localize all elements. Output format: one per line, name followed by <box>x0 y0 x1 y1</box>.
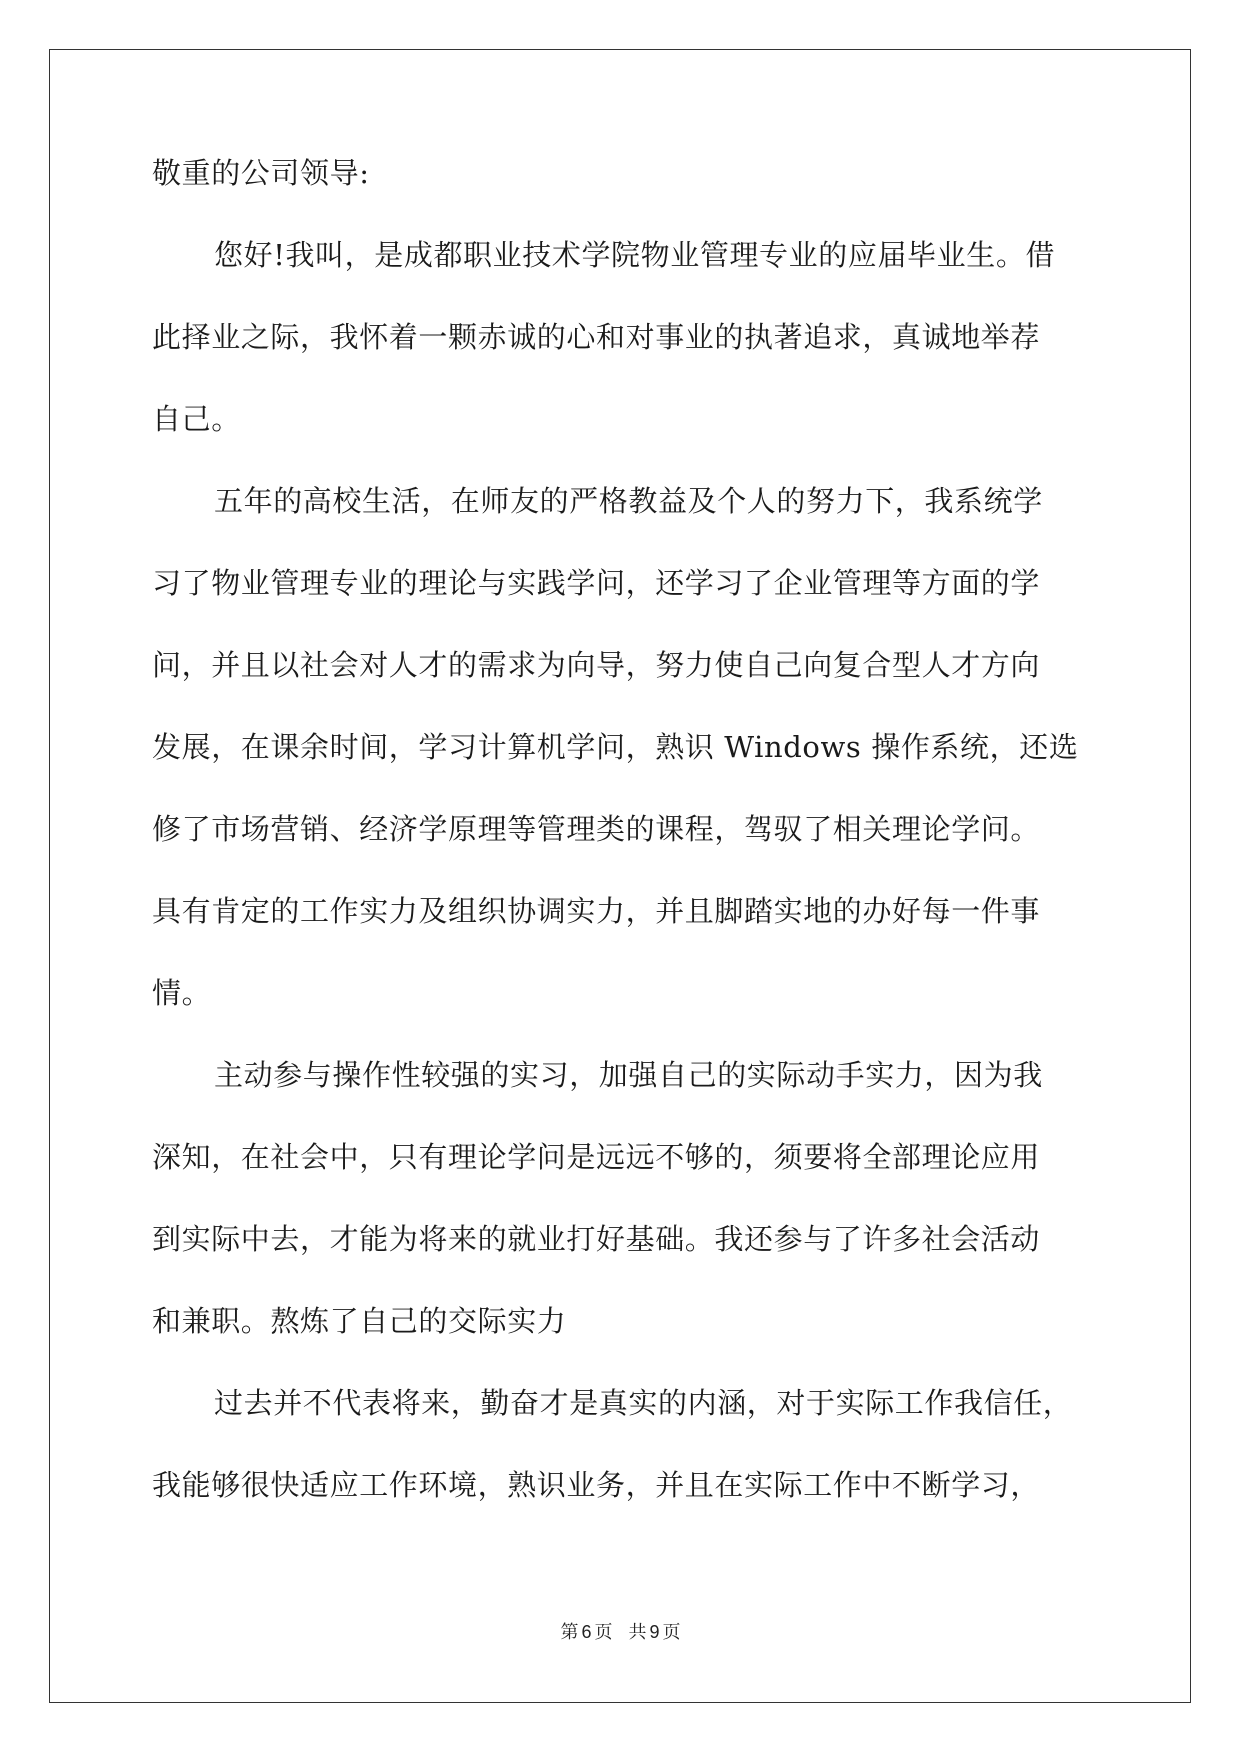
page-footer <box>0 1618 1241 1644</box>
text-line: 此择业之际，我怀着一颗赤诚的心和对事业的执著追求，真诚地举荐 <box>152 320 1041 354</box>
document-body <box>152 158 1087 1552</box>
page-total-number: 9 <box>649 1622 660 1642</box>
page-current-number: 6 <box>581 1622 592 1642</box>
text-line: 主动参与操作性较强的实习，加强自己的实际动手实力，因为我 <box>214 1058 1043 1092</box>
text-line: 过去并不代表将来，勤奋才是真实的内涵，对于实际工作我信任， <box>214 1386 1073 1420</box>
text-line: 深知，在社会中，只有理论学问是远远不够的，须要将全部理论应用 <box>152 1140 1041 1174</box>
page-prefix: 第 <box>560 1622 579 1643</box>
text-line: 修了市场营销、经济学原理等管理类的课程，驾驭了相关理论学问。 <box>152 812 1041 846</box>
text-line: 到实际中去，才能为将来的就业打好基础。我还参与了许多社会活动 <box>152 1222 1041 1256</box>
total-suffix: 页 <box>662 1622 681 1643</box>
text-line: 五年的高校生活，在师友的严格教益及个人的努力下，我系统学 <box>214 484 1043 518</box>
text-line: 习了物业管理专业的理论与实践学问，还学习了企业管理等方面的学 <box>152 566 1041 600</box>
text-line: 发展，在课余时间，学习计算机学问，熟识 Windows 操作系统，还选 <box>152 730 1079 764</box>
text-line: 和兼职。熬炼了自己的交际实力 <box>152 1304 567 1338</box>
text-line: 您好!我叫，是成都职业技术学院物业管理专业的应届毕业生。借 <box>214 238 1056 272</box>
text-line: 我能够很快适应工作环境，熟识业务，并且在实际工作中不断学习， <box>152 1468 1041 1502</box>
page-suffix: 页 <box>594 1622 613 1643</box>
text-line: 具有肯定的工作实力及组织协调实力，并且脚踏实地的办好每一件事 <box>152 894 1041 928</box>
total-prefix: 共 <box>628 1622 647 1643</box>
text-line: 情。 <box>152 976 212 1010</box>
salutation-line: 敬重的公司领导: <box>152 156 370 190</box>
text-line: 问，并且以社会对人才的需求为向导，努力使自己向复合型人才方向 <box>152 648 1041 682</box>
text-line: 自己。 <box>152 402 241 436</box>
